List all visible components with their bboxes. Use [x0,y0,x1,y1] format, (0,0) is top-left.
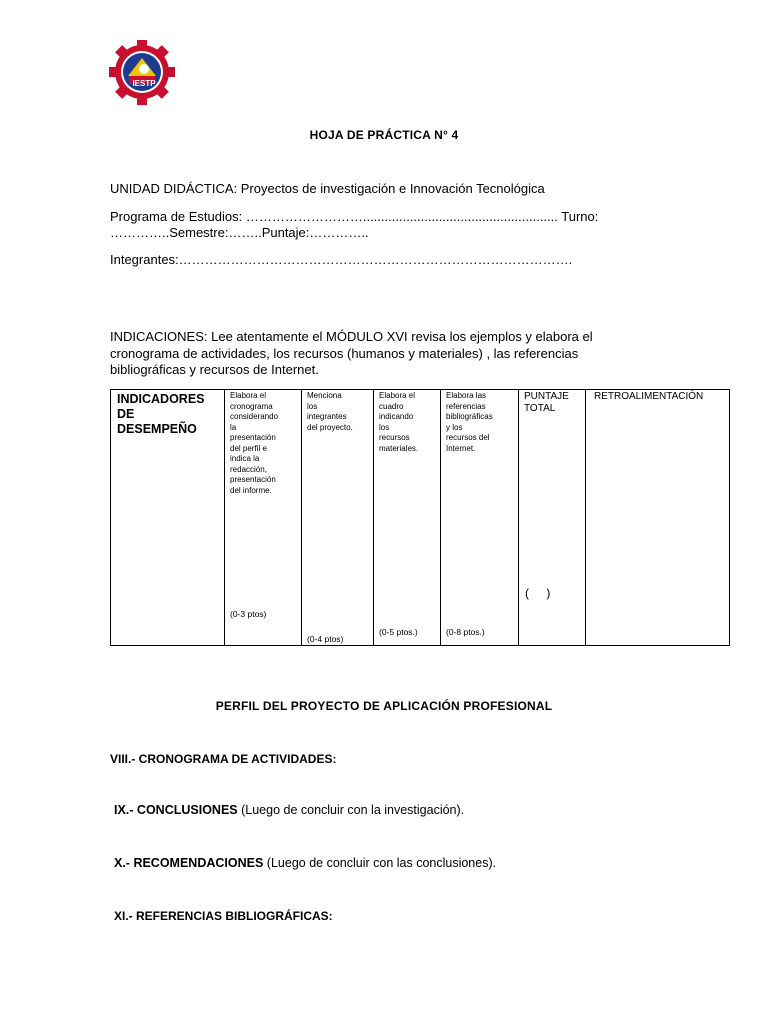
logo-wordmark: IESTP [132,79,156,88]
cell-line: y los [446,422,463,432]
cell-line: integrantes [307,412,347,421]
indicaciones-text [110,329,593,379]
cell-line: Elabora el [379,391,416,400]
cell-line: Elabora las [446,391,487,400]
score-range: (0-4 ptos) [307,634,344,644]
section-ix [114,803,464,817]
retroalimentacion-label: RETROALIMENTACIÓN [594,391,704,402]
programa-line-1: Programa de Estudios: ………………………...................................................... Turno: [110,209,599,224]
cell-line: Elabora el [230,391,267,400]
indicator-integrantes-cell [302,390,374,646]
cell-line: cronograma [230,401,273,411]
section-ix-title: IX.- CONCLUSIONES [114,803,238,817]
indicaciones-line-2: cronograma de actividades, los recursos (humanos y materiales) , las referencias [110,345,579,361]
cell-line: considerando [230,412,279,421]
cell-line: del perfil e [230,443,267,453]
section-x-title: X.- RECOMENDACIONES [114,856,264,870]
cell-line: presentación [230,475,276,484]
header-line: INDICADORES [117,392,205,406]
cell-line: los [307,401,318,411]
header-line: DESEMPEÑO [117,422,197,436]
indicator-recursos-cell [374,390,441,646]
indicator-referencias-cell [441,390,519,646]
indicators-header-cell [111,390,225,646]
cell-line: presentación [230,433,276,442]
cell-line: del proyecto. [307,422,353,432]
cell-line: redacción, [230,464,267,474]
score-range: (0-8 ptos.) [446,627,485,637]
cell-line: materiales. [379,443,419,453]
retroalimentacion-cell [586,390,730,646]
perfil-heading: PERFIL DEL PROYECTO DE APLICACIÓN PROFESIONAL [215,699,553,713]
cell-line: la [230,422,237,432]
cell-line: PUNTAJE [524,391,569,402]
section-x-note: (Luego de concluir con las conclusiones). [263,856,497,870]
cell-line: TOTAL [524,403,556,414]
score-range: (0-3 ptos) [230,609,267,619]
cell-line: recursos [379,433,410,442]
cell-line: recursos del [446,433,490,442]
score-range: (0-5 ptos.) [379,627,418,637]
cell-line: Internet. [446,443,476,453]
indicator-cronograma-cell [225,390,302,646]
cell-line: cuadro [379,401,404,411]
cell-line: los [379,422,390,432]
cell-line: referencias [446,401,486,411]
logo-caption: · · · · · · · · · · · · · [130,98,154,102]
puntaje-total-cell [519,390,586,646]
cell-line: bibliográficas [446,412,493,421]
cell-line: del informe. [230,485,272,495]
integrantes-line: Integrantes:………………………………………………………………………………. [110,252,573,267]
cell-line: Menciona [307,391,342,400]
cell-line: indica la [230,454,260,463]
institution-logo [106,40,178,106]
section-x [114,856,496,870]
indicaciones-line-1: INDICACIONES: Lee atentamente el MÓDULO XVI revisa los ejemplos y elabora el [110,329,593,344]
header-line: DE [117,407,135,421]
section-xi: XI.- REFERENCIAS BIBLIOGRÁFICAS: [114,909,333,923]
indicators-table [110,389,730,646]
section-ix-note: (Luego de concluir con la investigación). [237,803,465,817]
indicaciones-line-3: bibliográficas y recursos de Internet. [110,362,319,377]
programa-line-2: …………..Semestre:……..Puntaje:………….. [110,225,369,240]
unidad-line: UNIDAD DIDÁCTICA: Proyectos de investigación e Innovación Tecnológica [110,181,545,196]
cell-line: indicando [379,412,414,421]
section-viii: VIII.- CRONOGRAMA DE ACTIVIDADES: [110,752,337,766]
page-title: HOJA DE PRÁCTICA N° 4 [309,128,459,142]
score-parentheses: ( ) [525,586,551,600]
